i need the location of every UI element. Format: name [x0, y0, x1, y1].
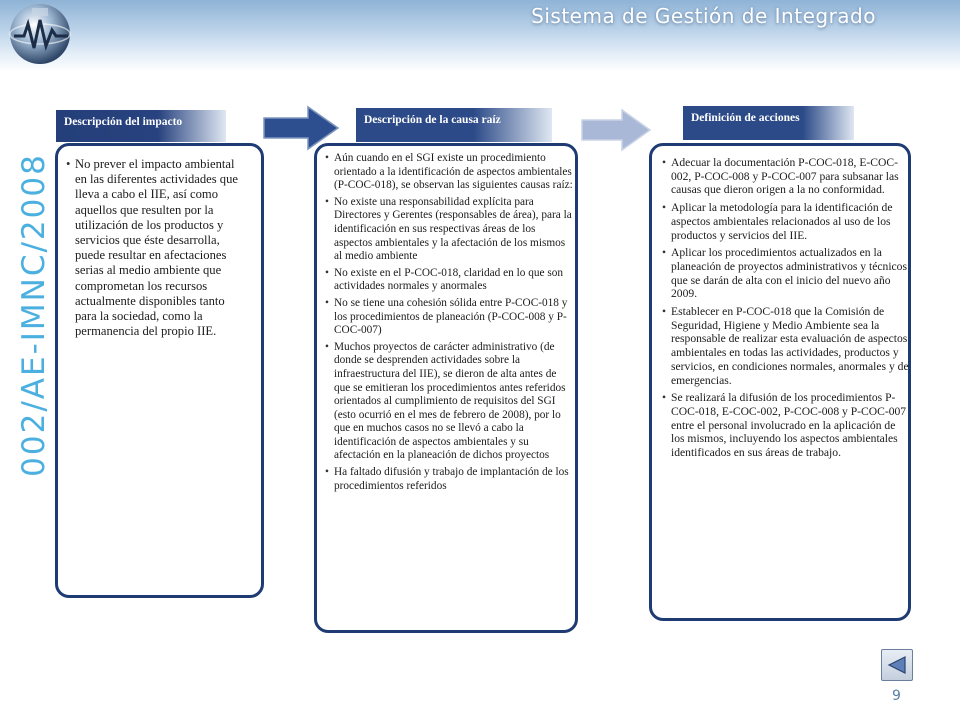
list-item: • Aplicar la metodología para la identificación de aspectos ambientales relacionados al uso de los productos y servicios del IIE.	[662, 201, 909, 242]
list-item: • Muchos proyectos de carácter administrativo (de donde se desprenden actividades sobre la infraestructura del IIE), se dieron de alta antes de que se emitieran los procedimientos antes referidos orientados al cumplimiento de requisitos del SGI (esto ocurrió en el mes de febrero de 2008), por lo que en muchos casos no se llevó a cabo la identificación de aspectos ambientales y su afectación en la planeación de dichos proyectos	[325, 341, 573, 463]
root-cause-heading: Descripción de la causa raíz	[364, 114, 501, 126]
root-cause-panel	[314, 143, 578, 633]
list-item: • Se realizará la difusión de los procedimientos P-COC-018, E-COC-002, P-COC-008 y P-COC-007 entre el personal involucrado en la aplicación de los mismos, incluyendo los aspectos ambientales identificados en sus áreas de trabajo.	[662, 391, 909, 460]
globe-logo-icon	[0, 0, 82, 72]
list-item: • No prever el impacto ambiental en las diferentes actividades que lleva a cabo el IIE, así como aquellos que resulten por la utilización de los productos y servicios que éste desarrolla, puede resultar en afectaciones serias al medio ambiente que comprometan los recursos actualmente disponibles tanto para la sociedad, como la permanencia del propio IIE.	[66, 157, 238, 339]
right-arrow-icon	[262, 105, 342, 151]
actions-list	[662, 156, 909, 464]
previous-slide-icon	[886, 655, 908, 675]
list-item: • Aplicar los procedimientos actualizados en la planeación de proyectos administrativos y técnicos que se darán de alta con el inicio del nuevo año 2009.	[662, 246, 909, 301]
page-number: 9	[892, 688, 901, 704]
impact-list	[66, 157, 238, 339]
page-title: Sistema de Gestión de Integrado	[531, 4, 876, 28]
list-item: • Ha faltado difusión y trabajo de implantación de los procedimientos referidos	[325, 466, 573, 493]
document-code-label: 002/AE-IMNC/2008	[16, 153, 52, 477]
list-item: • Establecer en P-COC-018 que la Comisión de Seguridad, Higiene y Medio Ambiente sea la responsable de realizar esta evaluación de aspectos ambientales en todas las actividades, productos y servicios, en condiciones normales, anormales y de emergencias.	[662, 305, 909, 387]
root-cause-list	[325, 152, 573, 496]
previous-slide-button[interactable]	[881, 649, 913, 681]
list-item: • No existe una responsabilidad explícita para Directores y Gerentes (responsables de área), para la identificación en sus respectivas áreas de los aspectos ambientales y la afectación de los mismos al medio ambiente	[325, 196, 573, 264]
actions-tab	[683, 106, 854, 140]
list-item: • Aún cuando en el SGI existe un procedimiento orientado a la identificación de aspectos ambientales (P-COC-018), se observan las siguientes causas raíz:	[325, 152, 573, 193]
vertical-document-code	[14, 150, 54, 480]
list-item: • No se tiene una cohesión sólida entre P-COC-018 y los procedimientos de planeación (P-COC-008 y P-COC-007)	[325, 297, 573, 338]
list-item: • No existe en el P-COC-018, claridad en lo que son actividades normales y anormales	[325, 267, 573, 294]
impact-heading: Descripción del impacto	[64, 116, 183, 128]
right-arrow-icon	[580, 108, 654, 152]
actions-heading: Definición de acciones	[691, 112, 800, 124]
list-item: • Adecuar la documentación P-COC-018, E-COC-002, P-COC-008 y P-COC-007 para subsanar las causas que dieron origen a la no conformidad.	[662, 156, 909, 197]
root-cause-tab	[356, 108, 552, 142]
impact-panel	[55, 143, 264, 598]
impact-tab	[56, 108, 226, 142]
actions-panel	[649, 143, 911, 621]
